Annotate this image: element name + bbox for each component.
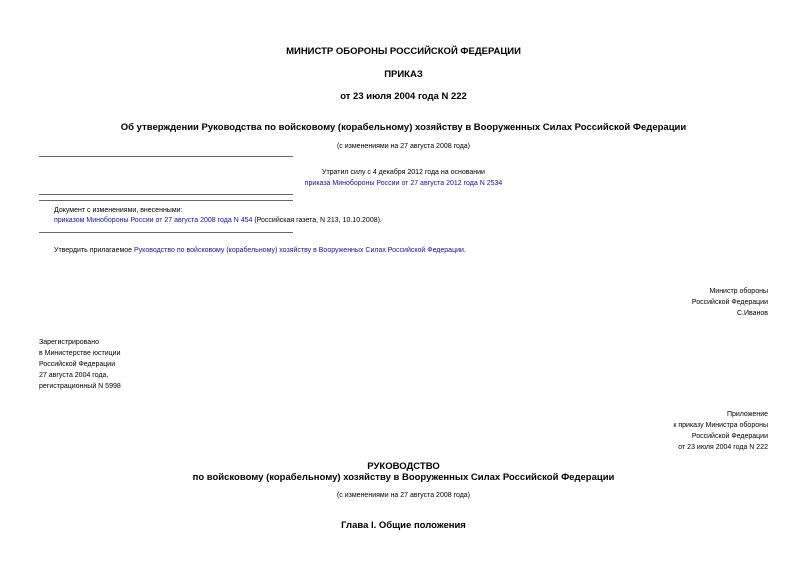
appendix-line: Российской Федерации xyxy=(691,433,768,440)
guide-subtitle: по войсковому (корабельному) хозяйству в Вооруженных Силах Российской Федерации xyxy=(192,472,615,483)
approve-prefix: Утвердить прилагаемое xyxy=(54,247,135,254)
expired-notice-text: Утратил силу с 4 декабря 2012 года на основании xyxy=(322,169,485,176)
registration-line: 27 августа 2004 года, xyxy=(39,372,109,379)
expired-notice-block xyxy=(0,178,807,189)
appendix-block xyxy=(673,409,768,453)
approve-paragraph xyxy=(54,245,466,256)
divider xyxy=(39,200,293,201)
guide-link[interactable]: Руководство по войсковому (корабельному) хозяйству в Вооруженных Силах Российской Федерации xyxy=(134,247,464,254)
appendix-line: от 23 июля 2004 года N 222 xyxy=(678,444,768,451)
amended-note: (с изменениями на 27 августа 2008 года) xyxy=(336,143,471,150)
divider xyxy=(39,194,293,195)
amending-order-link[interactable]: приказом Минобороны России от 27 августа 2008 года N 454 xyxy=(54,217,253,224)
signature-name: С.Иванов xyxy=(736,310,768,317)
chapter-heading: Глава I. Общие положения xyxy=(341,520,466,531)
registration-line: Российской Федерации xyxy=(39,361,116,368)
page-title: Об утверждении Руководства по войсковому (корабельному) хозяйству в Вооруженных Силах Российской Федерации xyxy=(120,122,687,133)
changes-line xyxy=(54,215,382,226)
expired-order-link[interactable]: приказа Минобороны России от 27 августа 2012 года N 2534 xyxy=(304,180,503,187)
doc-date-number: от 23 июля 2004 года N 222 xyxy=(340,91,467,102)
divider xyxy=(39,232,293,233)
doc-type: ПРИКАЗ xyxy=(384,69,423,80)
appendix-line: к приказу Министра обороны xyxy=(673,422,768,429)
signature-block xyxy=(692,286,768,319)
signature-position: Министр обороны xyxy=(709,288,768,295)
registration-line: в Министерстве юстиции xyxy=(39,350,121,357)
ministry-heading: МИНИСТР ОБОРОНЫ РОССИЙСКОЙ ФЕДЕРАЦИИ xyxy=(286,46,521,57)
signature-org: Российской Федерации xyxy=(691,299,768,306)
registration-block xyxy=(39,337,121,392)
divider xyxy=(39,156,293,157)
approve-suffix: . xyxy=(463,247,466,254)
registration-line: регистрационный N 5998 xyxy=(39,383,121,390)
appendix-line: Приложение xyxy=(726,411,768,418)
guide-amended-note: (с изменениями на 27 августа 2008 года) xyxy=(336,492,471,499)
guide-title: РУКОВОДСТВО xyxy=(367,461,440,472)
changes-intro: Документ с изменениями, внесенными: xyxy=(54,207,183,214)
changes-source: (Российская газета, N 213, 10.10.2008). xyxy=(252,217,382,224)
registration-line: Зарегистрировано xyxy=(39,339,99,346)
